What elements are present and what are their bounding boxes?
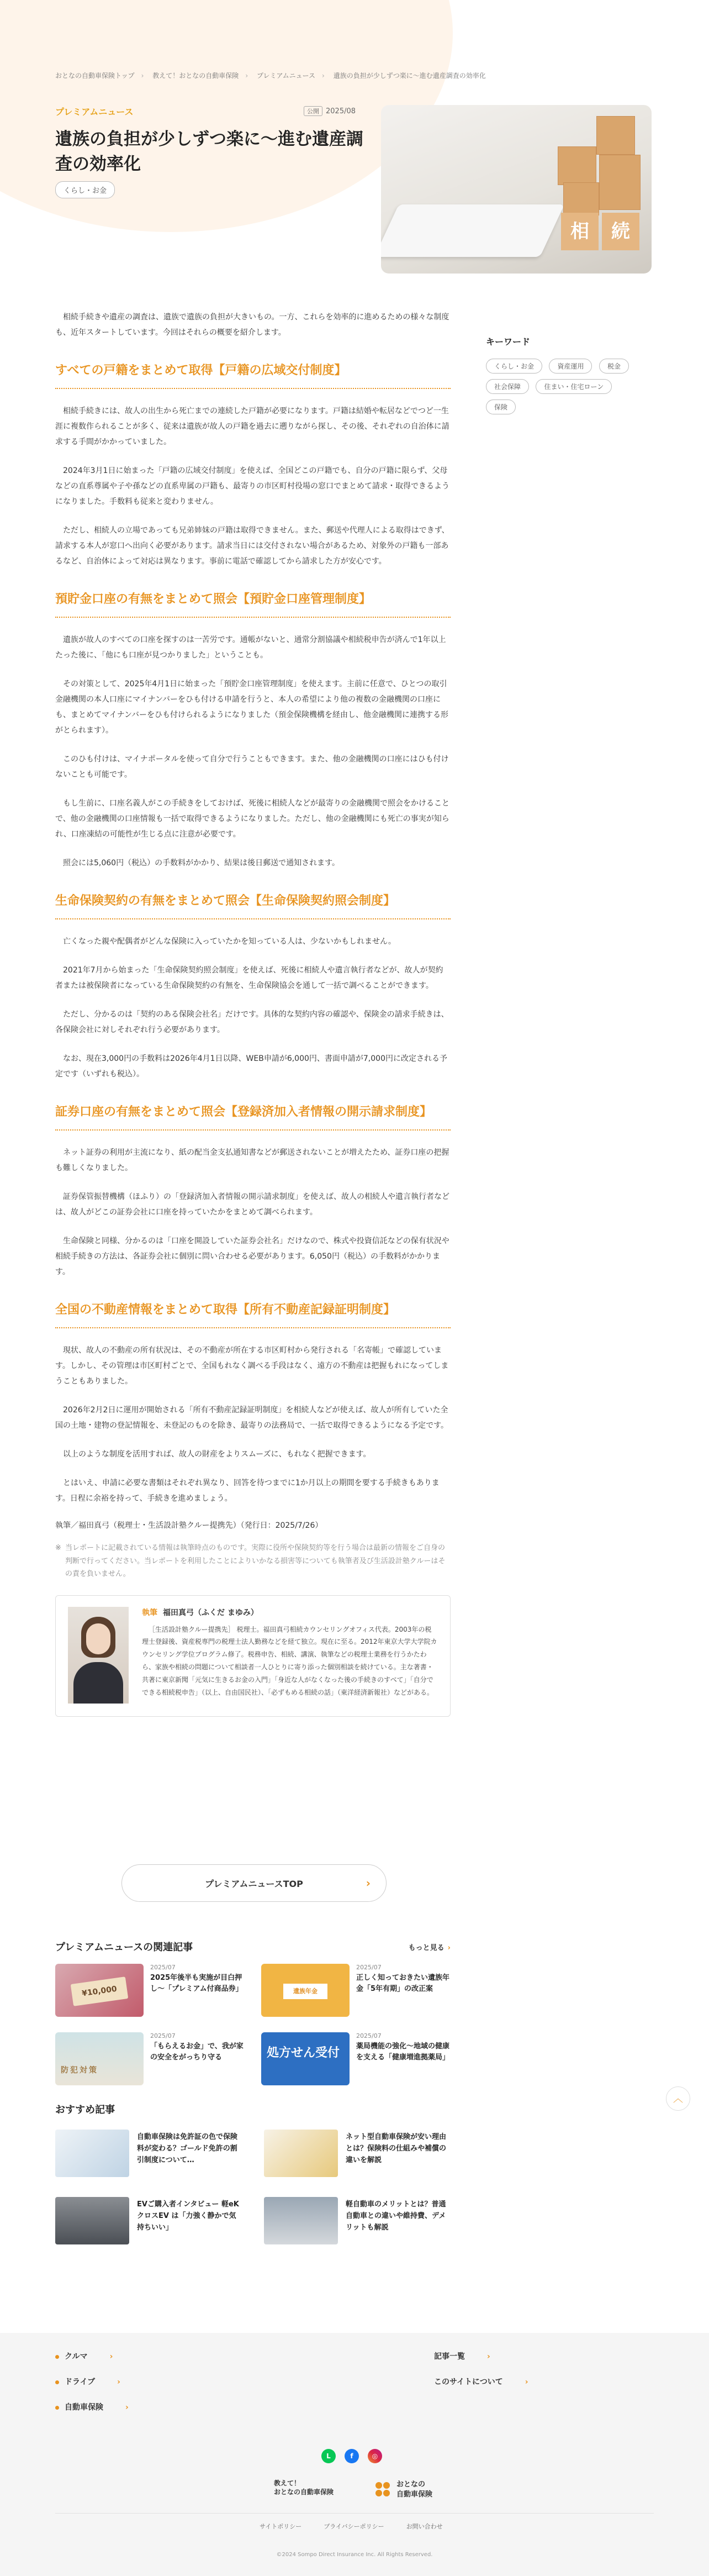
recommended-thumbnail bbox=[55, 2130, 129, 2177]
footer-link[interactable]: サイトポリシー bbox=[260, 2523, 302, 2530]
related-card[interactable]: 遺族年金 2025/07 正しく知っておきたい遺族年金「5年有期」の改正案 bbox=[261, 1964, 451, 2017]
article-category: プレミアムニュース bbox=[55, 107, 134, 117]
related-thumbnail: 防犯対策 bbox=[55, 2032, 144, 2085]
footer bbox=[0, 2333, 709, 2576]
breadcrumb-item[interactable]: 教えて！おとなの自動車保険 bbox=[152, 72, 239, 80]
breadcrumb-current: 遺族の負担が少しずつ楽に〜進む遺産調査の効率化 bbox=[333, 72, 486, 80]
author-bio: ［生活設計塾クルー提携先］ 税理士。福田真弓相続カウンセリングオフィス代表。2003年の税理士登録後、資産税専門の税理士法人勤務などを経て独立。現在に至る。2012年東京大学大学院カウンセリング学位プログラム修了。税務申告、相続、講演、執筆などの税理士業務を行うかたわら、家族や相続の問題について相談者一人ひとりに寄り添った個別相談を続けている。主な著書・共著に東京新聞「元気に生きるお金の入門」「身近な人がなくなった後の手続きのすべて」「自分でできる相続税申告」（以上、自由国民社）、「必ずもめる相続の話」（東洋経済新報社）などがある。 bbox=[142, 1625, 437, 1696]
section-paragraph: 相続手続きには、故人の出生から死亡までの連続した戸籍が必要になります。戸籍は結婚や転居などでつど一生涯に複数作られることが多く、従来は遺族が故人の戸籍を過去に遡りながら探し、その後、それぞれの自治体に請求する手間がかかっていました。 bbox=[55, 407, 449, 447]
wood-block bbox=[596, 116, 635, 155]
copyright: ©2024 Sompo Direct Insurance Inc. All Rights Reserved. bbox=[276, 2552, 433, 2558]
section-paragraph: 以上のような制度を活用すれば、故人の財産をよりスムーズに、もれなく把握できます。 bbox=[63, 1450, 371, 1459]
keyboard-illustration bbox=[381, 204, 564, 257]
keyword-title: キーワード bbox=[486, 337, 531, 347]
wood-block bbox=[563, 182, 599, 215]
author-name: 執筆 福田真弓（ふくだ まゆみ） bbox=[142, 1608, 258, 1617]
section-paragraph: ただし、相続人の立場であっても兄弟姉妹の戸籍は取得できません。また、郵送や代理人による取得はできず、請求する本人が窓口へ出向く必要があります。請求当日には交付されない場合があるため、対象外の戸籍も一部あるなど、自治体によって対応は異なります。事前に電話で確認してから請求した方が安心です。 bbox=[55, 526, 449, 566]
recommended-card[interactable]: 自動車保険は免許証の色で保険料が変わる？ゴールド免許の割引制度について… bbox=[55, 2130, 242, 2177]
recommended-card[interactable]: EVご購入者インタビュー 軽eKクロスEV は「力強く静かで気持ちいい」 bbox=[55, 2197, 242, 2244]
section-paragraph: ただし、分かるのは「契約のある保険会社名」だけです。具体的な契約内容の確認や、保険金の請求手続きは、各保険会社に対しそれぞれ行う必要があります。 bbox=[55, 1010, 449, 1035]
related-thumbnail: 遺族年金 bbox=[261, 1964, 350, 2017]
related-card[interactable]: ¥10,000 2025/07 2025年後半も実施が目白押し〜「プレミアム付商品券」 bbox=[55, 1964, 245, 2017]
section-paragraph: 亡くなった親や配偶者がどんな保険に入っていたかを知っている人は、少ないかもしれません。 bbox=[63, 937, 396, 947]
breadcrumb-item[interactable]: おとなの自動車保険トップ bbox=[55, 72, 135, 80]
keyword-tag[interactable]: 資産運用 bbox=[549, 359, 592, 374]
section-paragraph: その対策として、2025年4月1日に始まった「預貯金口座管理制度」を使えます。主前に任意で、ひとつの取引金融機関の本人口座にマイナンバーをひも付ける申請を行うと、本人の希望により他の複数の金融機関の口座にも、まとめてマイナンバーをひも付けられるようになりました（預金保険機構を経由し、他金融機関に連携する形がとられます）。 bbox=[55, 680, 449, 735]
chevron-right-icon: › bbox=[366, 1876, 371, 1890]
hero-image bbox=[381, 105, 652, 274]
recommended-thumbnail bbox=[264, 2197, 338, 2244]
section-paragraph: もし生前に、口座名義人がこの手続きをしておけば、死後に相続人などが最寄りの金融機関で照会をかけることで、他の金融機関の口座情報も一括で取得できるようになりました。ただし、他の金融機関にも死亡の事実が知られ、口座凍結の可能性が生じる点に注意が必要です。 bbox=[55, 799, 449, 839]
section-paragraph: ネット証券の利用が主流になり、紙の配当金支払通知書などが郵送されないことが増えたため、証券口座の把握も難しくなりました。 bbox=[55, 1148, 449, 1173]
footer-logo-left[interactable]: 教えて！ おとなの自動車保険 bbox=[274, 2479, 334, 2496]
chevron-up-icon: ︿ bbox=[673, 2093, 683, 2105]
page-title: 遺族の負担が少しずつ楽に〜進む遺産調査の効率化 bbox=[55, 129, 363, 174]
footer-nav-item[interactable]: 自動車保険 › bbox=[55, 2401, 129, 2412]
footer-nav-item[interactable]: ドライブ › bbox=[55, 2376, 120, 2387]
instagram-icon[interactable]: ◎ bbox=[368, 2449, 382, 2463]
section-heading: すべての戸籍をまとめて取得【戸籍の広域交付制度】 bbox=[55, 361, 451, 389]
recommended-title: おすすめ記事 bbox=[55, 2104, 115, 2116]
keyword-list bbox=[486, 359, 652, 420]
section-heading: 生命保険契約の有無をまとめて照会【生命保険契約照会制度】 bbox=[55, 892, 451, 919]
footer-links bbox=[260, 2522, 443, 2531]
related-thumbnail: 処方せん受付 bbox=[261, 2032, 350, 2085]
disclaimer-note: ※ 当レポートに記載されている情報は執筆時点のものです。実際に役所や保険契約等を行う場合は最新の情報をご自身の判断で行ってください。当レポートを利用したことによりいかなる損害等についても執筆者及び生活設計塾クルーはその責を負いません。 bbox=[55, 1542, 451, 1580]
wood-block bbox=[558, 146, 596, 185]
breadcrumb: おとなの自動車保険トップ › 教えて！おとなの自動車保険 › プレミアムニュース › 遺族の負担が少しずつ楽に〜進む遺産調査の効率化 bbox=[55, 72, 486, 80]
related-title: プレミアムニュースの関連記事 bbox=[55, 1942, 193, 1953]
wood-block bbox=[599, 155, 641, 210]
sidebar bbox=[486, 335, 652, 420]
section-paragraph: 2021年7月から始まった「生命保険契約照会制度」を使えば、死後に相続人や遺言執行者などが、故人が契約者または被保険者になっている生命保険契約の有無を、生命保険協会を通して一括で調べることができます。 bbox=[55, 966, 443, 991]
section-paragraph: 照会には5,060円（税込）の手数料がかかり、結果は後日郵送で通知されます。 bbox=[63, 859, 340, 868]
related-card[interactable]: 防犯対策 2025/07 「もらえるお金」で、我が家の安全をがっちり守る bbox=[55, 2032, 245, 2085]
footer-link[interactable]: プライバシーポリシー bbox=[324, 2523, 384, 2530]
section-paragraph: 遺族が故人のすべての口座を探すのは一苦労です。通帳がないと、通常分割協議や相続税申告が済んで1年以上たった後に、「他にも口座が見つかりました」ということも。 bbox=[55, 635, 446, 660]
line-icon[interactable]: L bbox=[321, 2449, 336, 2463]
intro-paragraph: 相続手続きや遺産の調査は、遺族で遺族の負担が大きいもの。一方、これらを効率的に進めるための様々な制度も、近年スタートしています。今回はそれらの概要を紹介します。 bbox=[55, 313, 449, 337]
more-link[interactable]: もっと見る › bbox=[408, 1943, 451, 1952]
keyword-tag[interactable]: くらし・お金 bbox=[486, 359, 542, 374]
recommended-thumbnail bbox=[55, 2197, 129, 2244]
block-text: 相 bbox=[561, 213, 599, 250]
section-heading: 証券口座の有無をまとめて照会【登録済加入者情報の開示請求制度】 bbox=[55, 1103, 451, 1131]
article-header bbox=[55, 105, 652, 274]
footer-nav-item[interactable]: このサイトについて › bbox=[434, 2378, 528, 2386]
section-paragraph: 現状、故人の不動産の所有状況は、その不動産が所在する市区町村から発行される「名寄帳」で確認しています。しかし、その管理は市区町村ごとで、全国もれなく調べる手段はなく、遠方の不動産は把握もれになってしまうこともありました。 bbox=[55, 1346, 449, 1386]
footer-nav-item[interactable]: 記事一覧 › bbox=[434, 2352, 490, 2361]
related-card[interactable]: 処方せん受付 2025/07 薬局機能の強化〜地域の健康を支える「健康増進拠薬局」 bbox=[261, 2032, 451, 2085]
section-paragraph: このひも付けは、マイナポータルを使って自分で行うこともできます。また、他の金融機関の口座にはひも付けないことも可能です。 bbox=[55, 755, 449, 780]
related-articles bbox=[55, 1939, 451, 2085]
section-heading: 預貯金口座の有無をまとめて照会【預貯金口座管理制度】 bbox=[55, 590, 451, 618]
section-paragraph: 2024年3月1日に始まった「戸籍の広域交付制度」を使えば、全国どこの戸籍でも、自分の戸籍に限らず、父母などの直系尊属や子や孫などの直系卑属の戸籍も、最寄りの市区町村役場の窓口でまとめて請求・取得できるようになりました。手数料も従来と変わりません。 bbox=[55, 466, 449, 507]
breadcrumb-item[interactable]: プレミアムニュース bbox=[256, 72, 316, 80]
author-profile bbox=[55, 1595, 451, 1717]
premium-news-top-label: プレミアムニュースTOP bbox=[205, 1878, 303, 1889]
section-paragraph: なお、現在3,000円の手数料は2026年4月1日以降、WEB申請が6,000円、書面申請が7,000円に改定される予定です（いずれも税込）。 bbox=[55, 1054, 447, 1079]
avatar bbox=[68, 1607, 129, 1704]
footer-nav-item[interactable]: クルマ › bbox=[55, 2351, 113, 2362]
keyword-tag[interactable]: 保険 bbox=[486, 399, 516, 414]
facebook-icon[interactable]: f bbox=[345, 2449, 359, 2463]
published-date: 公開 2025/08 bbox=[304, 106, 356, 116]
recommended-thumbnail bbox=[264, 2130, 338, 2177]
sns-links bbox=[321, 2449, 382, 2463]
keyword-tag[interactable]: 社会保障 bbox=[486, 379, 529, 394]
section-paragraph: 2026年2月2日に運用が開始される「所有不動産記録証明制度」を相続人などが使えば、故人が所有していた全国の土地・建物の登記情報を、未登記のものを除き、最寄りの法務局で、一括で取得できるようになる予定です。 bbox=[55, 1406, 449, 1431]
recommended-card[interactable]: 軽自動車のメリットとは？普通自動車との違いや維持費、デメリットも解説 bbox=[264, 2197, 451, 2244]
related-thumbnail: ¥10,000 bbox=[55, 1964, 144, 2017]
keyword-tag[interactable]: 住まい・住宅ローン bbox=[536, 379, 612, 394]
article-sections bbox=[55, 361, 451, 1506]
block-text: 続 bbox=[602, 213, 639, 250]
premium-news-top-button[interactable] bbox=[121, 1864, 387, 1902]
section-paragraph: 証券保管振替機構（ほふり）の「登録済加入者情報の開示請求制度」を使えば、故人の相続人や遺言執行者などは、故人がどこの証券会社に口座を持っていたかをまとめて調べられます。 bbox=[55, 1192, 449, 1217]
recommended-articles bbox=[55, 2102, 451, 2244]
recommended-card[interactable]: ネット型自動車保険が安い理由とは？保険料の仕組みや補償の違いを解説 bbox=[264, 2130, 451, 2177]
article-tag[interactable]: くらし・お金 bbox=[55, 181, 115, 198]
article-body bbox=[55, 309, 451, 1717]
footer-link[interactable]: お問い合わせ bbox=[406, 2523, 443, 2530]
section-paragraph: 生命保険と同様、分かるのは「口座を開設していた証券会社名」だけなので、株式や投資信託などの保有状況や相続手続きの方法は、各証券会社に個別に問い合わせる必要があります。6,050円（税込）の手数料がかかります。 bbox=[55, 1237, 449, 1277]
author-line: 執筆／福田真弓（税理士・生活設計塾クルー提携先）（発行日：2025/7/26） bbox=[55, 1521, 323, 1531]
section-paragraph: とはいえ、申請に必要な書類はそれぞれ異なり、回答を待つまでに1か月以上の期間を要する手続きもあります。日程に余裕を持って、手続きを進めましょう。 bbox=[55, 1479, 440, 1503]
page-top-button[interactable] bbox=[666, 2086, 690, 2111]
logo-mark-icon bbox=[375, 2482, 391, 2498]
keyword-tag[interactable]: 税金 bbox=[599, 359, 629, 374]
section-heading: 全国の不動産情報をまとめて取得【所有不動産記録証明制度】 bbox=[55, 1301, 451, 1328]
chevron-right-icon: › bbox=[447, 1943, 451, 1952]
footer-logo-right[interactable]: おとなの 自動車保険 bbox=[375, 2480, 432, 2499]
